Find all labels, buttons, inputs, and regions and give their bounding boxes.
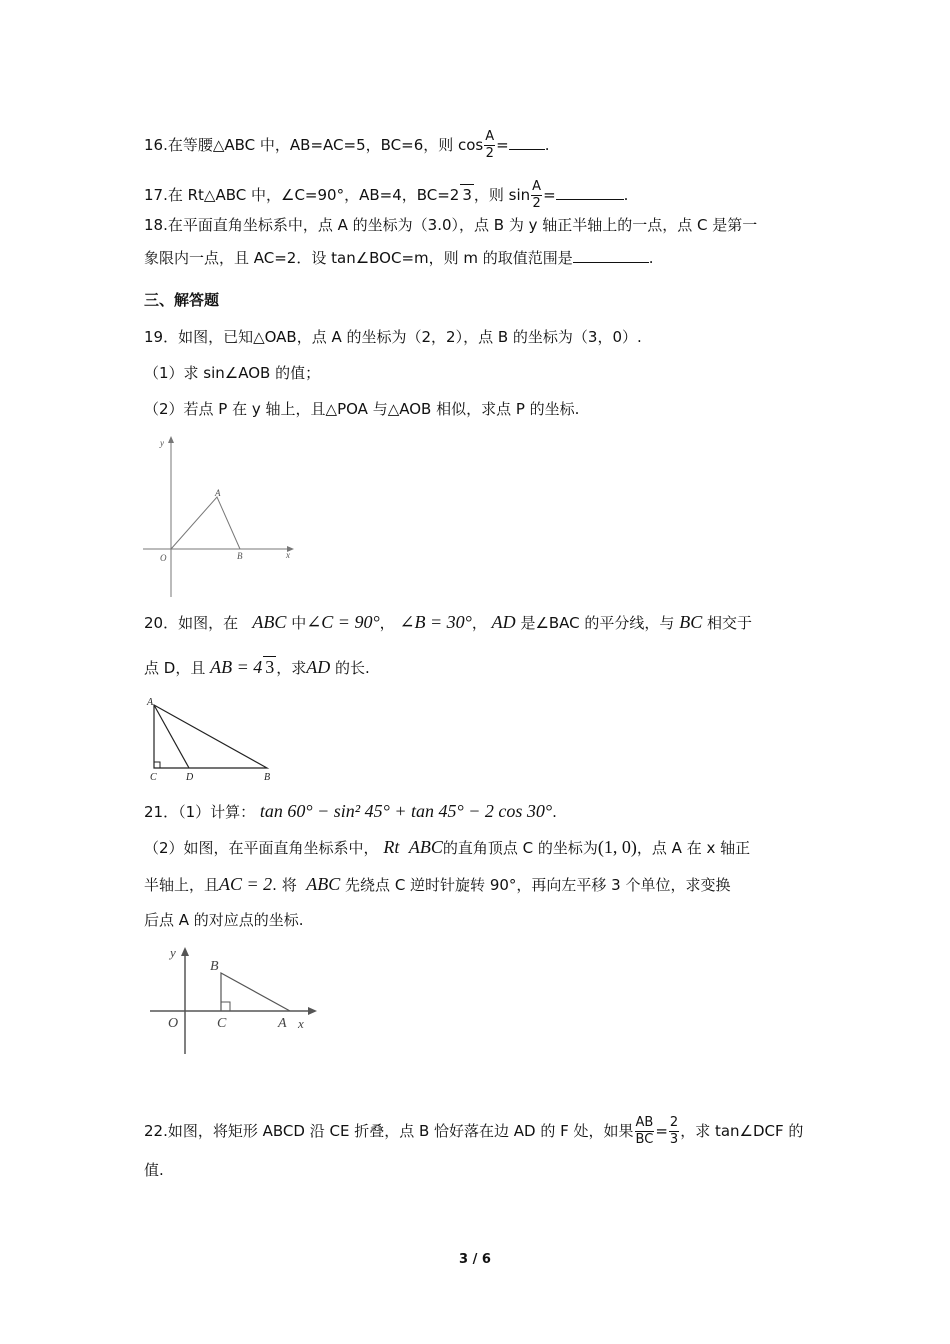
q20-line-1: 20．如图，在 ABC 中∠C = 90°， ∠B = 30°， AD 是∠BAC 的平分线，与 BC 相交于 xyxy=(144,612,753,632)
q19-label-b: B xyxy=(237,551,243,561)
q21-triangle xyxy=(221,973,290,1011)
q20-label-a: A xyxy=(147,697,154,708)
q21-x-arrow xyxy=(308,1007,317,1015)
page-number: 3 / 6 xyxy=(459,1252,491,1267)
q21-part-2-line-1: （2）如图，在平面直角坐标系中， Rt ABC的直角顶点 C 的坐标为(1, 0)，点 A 在 x 轴正 xyxy=(144,837,751,857)
q19-triangle xyxy=(171,497,240,549)
q17-line: 17.在 Rt△ABC 中，∠C=90°，AB=4，BC=2 3 ，则 sin $\frac{A}{2}$ = . xyxy=(144,179,629,211)
q17-answer-blank xyxy=(556,185,624,200)
q21-label-a: A xyxy=(278,1016,287,1031)
q19-label-o: O xyxy=(160,553,167,563)
q20-label-c: C xyxy=(150,772,157,783)
q19-label-a: A xyxy=(215,488,221,498)
q19-line-1: 19．如图，已知△OAB，点 A 的坐标为（2，2），点 B 的坐标为（3，0）. xyxy=(144,328,642,346)
q21-part-2-line-2: 半轴上，且AC = 2. 将 ABC 先绕点 C 逆时针旋转 90°，再向左平移 3 个单位，求变换 xyxy=(144,874,731,894)
q21-label-x: x xyxy=(298,1016,304,1031)
q18-answer-blank xyxy=(573,248,649,263)
q19-part-2: （2）若点 P 在 y 轴上，且△POA 与△AOB 相似，求点 P 的坐标. xyxy=(144,400,580,418)
q17-sqrt: 3 xyxy=(462,186,472,204)
q19-label-y: y xyxy=(160,438,164,448)
q20-label-d: D xyxy=(186,772,194,783)
q18-line-1: 18.在平面直角坐标系中，点 A 的坐标为（3.0），点 B 为 y 轴正半轴上的一点，点 C 是第一 xyxy=(144,216,758,234)
q19-figure xyxy=(140,432,310,602)
q20-line-2: 点 D，且 AB = 4 3 ，求AD 的长. xyxy=(144,657,370,677)
q22-line-2: 值. xyxy=(144,1161,164,1179)
q16-fraction: $\frac{A}{2}$ xyxy=(485,129,495,161)
q22-fraction-2: $\frac{2}{3}$ xyxy=(669,1115,679,1147)
q21-label-y: y xyxy=(170,945,176,960)
q21-label-o: O xyxy=(168,1016,179,1031)
q22-fraction-1: $\frac{AB}{BC}$ xyxy=(635,1115,654,1147)
q16-answer-blank xyxy=(509,135,545,150)
q20-figure xyxy=(140,694,285,786)
q19-part-1: （1）求 sin∠AOB 的值； xyxy=(144,364,321,382)
q19-label-x: x xyxy=(286,550,290,560)
q21-label-c: C xyxy=(217,1016,227,1031)
q18-line-2: 象限内一点，且 AC=2．设 tan∠BOC=m，则 m 的取值范围是 . xyxy=(144,249,654,267)
q21-figure xyxy=(146,942,331,1060)
q21-label-b: B xyxy=(210,959,219,974)
q17-fraction: $\frac{A}{2}$ xyxy=(532,179,542,211)
q20-right-angle-mark xyxy=(154,762,160,768)
q21-right-angle-mark xyxy=(221,1002,230,1011)
q20-sqrt: 3 xyxy=(265,657,275,677)
q21-y-arrow xyxy=(181,947,189,956)
q21-part-2-line-3: 后点 A 的对应点的坐标. xyxy=(144,911,304,929)
q22-line-1: 22.如图，将矩形 ABCD 沿 CE 折叠，点 B 恰好落在边 AD 的 F 处，如果 $\frac{AB}{BC}$ = $\frac{2}{3}$ ，求 tan∠DCF 的 xyxy=(144,1115,804,1147)
q20-label-b: B xyxy=(264,772,271,783)
section-heading: 三、解答题 xyxy=(144,291,220,309)
q19-y-arrow xyxy=(168,436,174,443)
q16-line: 16.在等腰△ABC 中，AB=AC=5，BC=6，则 cos $\frac{A}{2}$ = . xyxy=(144,129,550,161)
q21-part-1: 21．（1）计算： tan 60° − sin² 45° + tan 45° − 2 cos 30°. xyxy=(144,801,557,821)
